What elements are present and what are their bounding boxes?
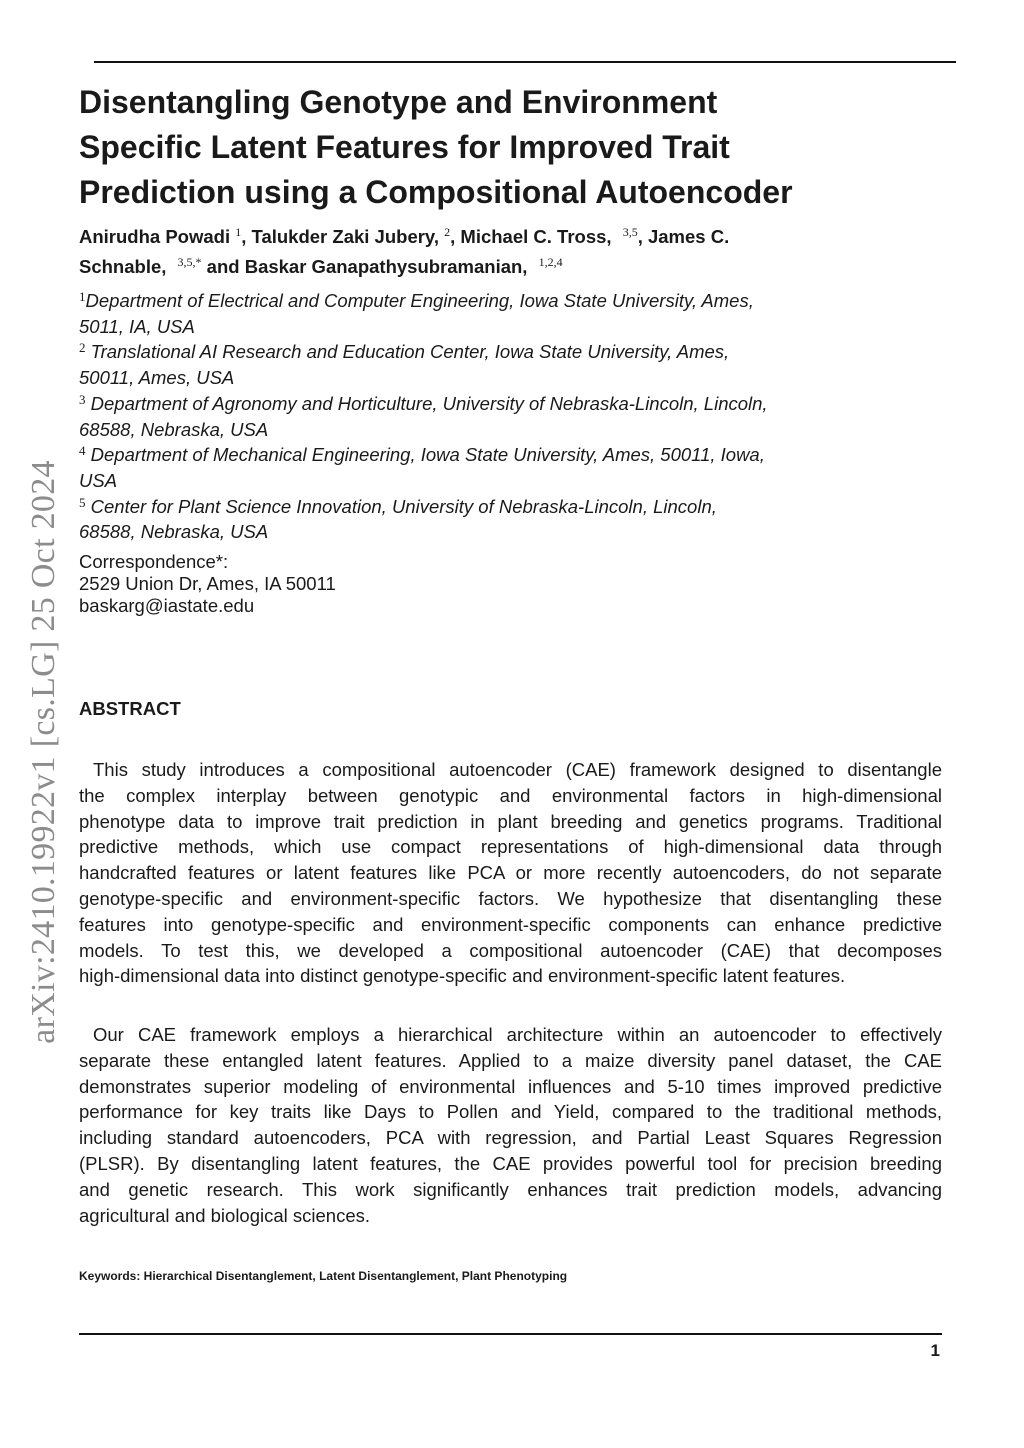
- affiliation-text: Department of Mechanical Engineering, Iowa State University, Ames, 50011, Iowa,: [90, 444, 765, 466]
- abstract-line: and genetic research. This work significantly enhances trait prediction models, advancing: [79, 1178, 942, 1200]
- author-name: Michael C. Tross,: [460, 226, 612, 247]
- affiliation-number: 4: [79, 443, 86, 459]
- author-affiliation-marker: 1: [235, 225, 242, 239]
- correspondence-address: 2529 Union Dr, Ames, IA 50011: [79, 573, 336, 594]
- abstract-line: (PLSR). By disentangling latent features, the CAE provides powerful tool for precision breeding: [79, 1152, 942, 1174]
- affiliation: [79, 494, 939, 545]
- top-rule: [94, 61, 956, 63]
- abstract-line: phenotype data to improve trait prediction in plant breeding and genetics programs. Traditional: [79, 810, 942, 832]
- bottom-rule: [79, 1333, 942, 1335]
- title-line: Specific Latent Features for Improved Trait: [79, 129, 730, 165]
- affiliation-text: 68588, Nebraska, USA: [79, 418, 269, 440]
- author-name-part: Schnable,: [79, 256, 167, 277]
- abstract-line: Our CAE framework employs a hierarchical architecture within an autoencoder to effectively: [93, 1024, 942, 1045]
- abstract-line: demonstrates superior modeling of environmental influences and 5-10 times improved predictive: [79, 1075, 942, 1097]
- abstract-line: handcrafted features or latent features like PCA or more recently autoencoders, do not separate: [79, 862, 942, 884]
- abstract-paragraph: [79, 1022, 942, 1228]
- affiliation-text: Translational AI Research and Education Center, Iowa State University, Ames,: [90, 341, 730, 363]
- affiliation-text: Center for Plant Science Innovation, University of Nebraska-Lincoln, Lincoln,: [90, 495, 717, 517]
- page-number: 1: [930, 1341, 940, 1360]
- affiliation: [79, 442, 939, 493]
- affiliation-number: 3: [79, 391, 86, 407]
- keywords: Keywords: Hierarchical Disentanglement, Latent Disentanglement, Plant Phenotyping: [79, 1269, 568, 1283]
- affiliation: [79, 288, 939, 339]
- abstract-heading: ABSTRACT: [79, 698, 181, 719]
- affiliation: [79, 339, 939, 390]
- author-affiliation-marker: 3,5,*: [177, 255, 202, 269]
- affiliation-text: Department of Agronomy and Horticulture, University of Nebraska-Lincoln, Lincoln,: [90, 392, 768, 414]
- affiliation-text: 50011, Ames, USA: [79, 367, 235, 389]
- affiliation-number: 1: [79, 289, 86, 304]
- abstract-line: the complex interplay between genotypic and environmental factors in high-dimensional: [79, 784, 942, 806]
- abstract-line: separate these entangled latent features. Applied to a maize diversity panel dataset, the CAE: [79, 1049, 942, 1071]
- affiliation-text: USA: [79, 469, 118, 491]
- abstract-line: performance for key traits like Days to Pollen and Yield, compared to the traditional methods,: [79, 1101, 942, 1123]
- abstract-line: agricultural and biological sciences.: [79, 1204, 371, 1226]
- author-list: [79, 222, 939, 282]
- correspondence-block: [79, 551, 679, 617]
- affiliation-number: 5: [79, 494, 86, 510]
- abstract-line: genotype-specific and environment-specific factors. We hypothesize that disentangling these: [79, 887, 942, 909]
- author-affiliation-marker: 2: [444, 225, 451, 239]
- arxiv-stamp: arXiv:2410.19922v1 [cs.LG] 25 Oct 2024: [25, 460, 62, 1044]
- author-line: Schnable, $^{3,5,*}$ and Baskar Ganapathysubramanian, $^{1,2,4}$: [79, 255, 563, 277]
- author-affiliation-marker: 3,5: [622, 225, 638, 239]
- author-name: Talukder Zaki Jubery,: [251, 226, 439, 247]
- author-name: Baskar Ganapathysubramanian,: [244, 256, 528, 277]
- abstract-line: models. To test this, we developed a compositional autoencoder (CAE) that decomposes: [79, 939, 942, 961]
- affiliation-number: 2: [79, 340, 86, 356]
- abstract-line: including standard autoencoders, PCA with regression, and Partial Least Squares Regression: [79, 1127, 942, 1149]
- abstract-line: This study introduces a compositional autoencoder (CAE) framework designed to disentangle: [93, 759, 942, 780]
- abstract-line: features into genotype-specific and environment-specific components can enhance predictive: [79, 913, 942, 935]
- author-line: Anirudha Powadi $^1$, Talukder Zaki Jubery, $^2$, Michael C. Tross, $^{3,5}$, James C.: [79, 225, 730, 247]
- author-affiliation-marker: 1,2,4: [538, 255, 563, 269]
- affiliation-text: 68588, Nebraska, USA: [79, 521, 269, 543]
- title-line: Disentangling Genotype and Environment: [79, 84, 718, 120]
- abstract-line: high-dimensional data into distinct genotype-specific and environment-specific latent features.: [79, 965, 846, 987]
- affiliation-text: 5011, IA, USA: [79, 315, 195, 337]
- affiliation: [79, 391, 939, 442]
- abstract-paragraph: [79, 757, 942, 989]
- affiliation-text: Department of Electrical and Computer Engineering, Iowa State University, Ames,: [85, 290, 754, 311]
- author-name-part: James C.: [647, 226, 730, 247]
- correspondence-email[interactable]: baskarg@iastate.edu: [79, 595, 255, 616]
- correspondence-label: Correspondence*:: [79, 551, 229, 572]
- author-name: Anirudha Powadi: [79, 226, 231, 247]
- affiliation-list: [79, 288, 939, 545]
- abstract-line: predictive methods, which use compact representations of high-dimensional data through: [79, 836, 942, 858]
- paper-title: [79, 80, 939, 215]
- title-line: Prediction using a Compositional Autoencoder: [79, 174, 793, 210]
